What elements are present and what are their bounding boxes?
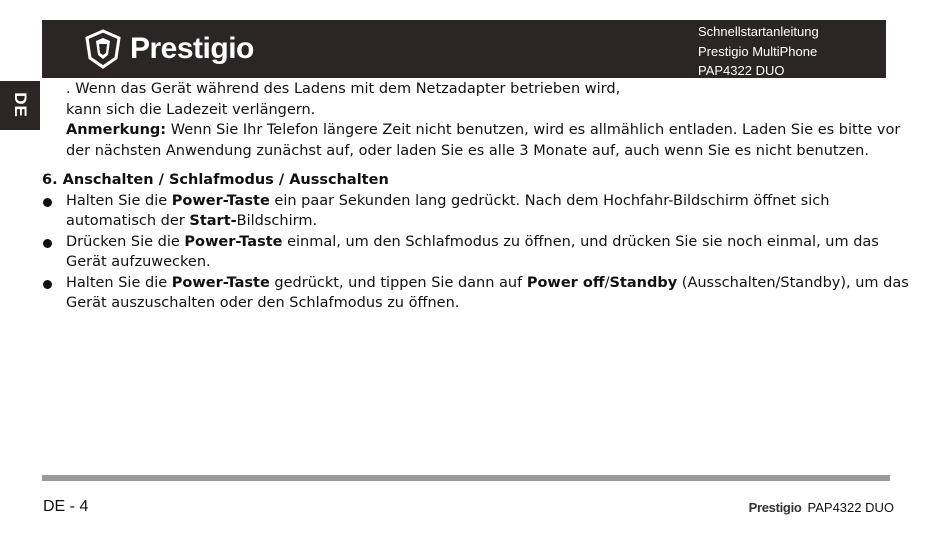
note-text: Wenn Sie Ihr Telefon längere Zeit nicht benutzen, wird es allmählich entladen. Laden Sie es bitte vor der nächsten Anwendung zunächst auf, oder laden Sie es alle 3 Monate auf, auch wenn Sie es nicht benutzen. (66, 122, 901, 159)
page-number: DE - 4 (43, 498, 89, 515)
header-banner (42, 20, 886, 78)
footer-divider (42, 475, 890, 481)
language-tab (0, 81, 40, 130)
note-label: Anmerkung: (66, 122, 167, 138)
brand-logo (82, 26, 254, 72)
bullet-bold: Power off (526, 274, 605, 291)
header-info (698, 22, 819, 81)
bullet-bold: Power-Taste (184, 233, 283, 250)
bullet-bold: Power-Taste (171, 192, 270, 209)
header-product-name: Prestigio MultiPhone (698, 43, 818, 59)
footer-logo: Prestigio (748, 500, 802, 515)
prestigio-shield-icon (82, 28, 124, 70)
bullet-dot-icon (43, 280, 52, 289)
bullet-text: ein paar Sekunden lang gedrückt. Nach dem Hochfahr-Bildschirm öffnet sich automatisch der (66, 192, 830, 229)
header-model: PAP4322 DUO (698, 63, 785, 78)
footer-model: PAP4322 DUO (807, 500, 894, 515)
bullet-dot-icon (43, 239, 52, 248)
bullet-text: Halten Sie die (66, 192, 172, 209)
bullet-text: Halten Sie die (66, 274, 172, 291)
page-content (42, 79, 922, 314)
bullet-text: gedrückt, und tippen Sie dann auf (269, 274, 527, 291)
bullet-bold: Standby (609, 274, 678, 291)
list-item (42, 232, 922, 273)
bullet-bold: Power-Taste (171, 274, 270, 291)
list-item (42, 273, 922, 314)
bullet-text: / (604, 274, 610, 291)
bullet-text: Bildschirm. (236, 213, 318, 229)
bullet-text: (Ausschalten/Standby), um das Gerät auszuschalten oder den Schlafmodus zu öffnen. (66, 274, 909, 311)
bullet-dot-icon (43, 198, 52, 207)
bullet-bold: Start- (189, 213, 237, 229)
intro-line-1: . Wenn das Gerät während des Ladens mit dem Netzadapter betrieben wird, (66, 81, 621, 97)
language-tab-label: DE (11, 92, 30, 118)
header-guide-title: Schnellstartanleitung (698, 24, 819, 39)
footer-brand (749, 500, 894, 515)
logo-text: Prestigio (130, 32, 254, 65)
section-heading: 6. Anschalten / Schlafmodus / Ausschalten (42, 172, 389, 188)
note-paragraph (42, 120, 922, 161)
intro-line-2: kann sich die Ladezeit verlängern. (66, 101, 316, 118)
bullet-text: Drücken Sie die (66, 233, 185, 250)
bullet-text: einmal, um den Schlafmodus zu öffnen, und drücken Sie sie noch einmal, um das Gerät aufzuwecken. (66, 233, 879, 270)
list-item (42, 191, 922, 232)
